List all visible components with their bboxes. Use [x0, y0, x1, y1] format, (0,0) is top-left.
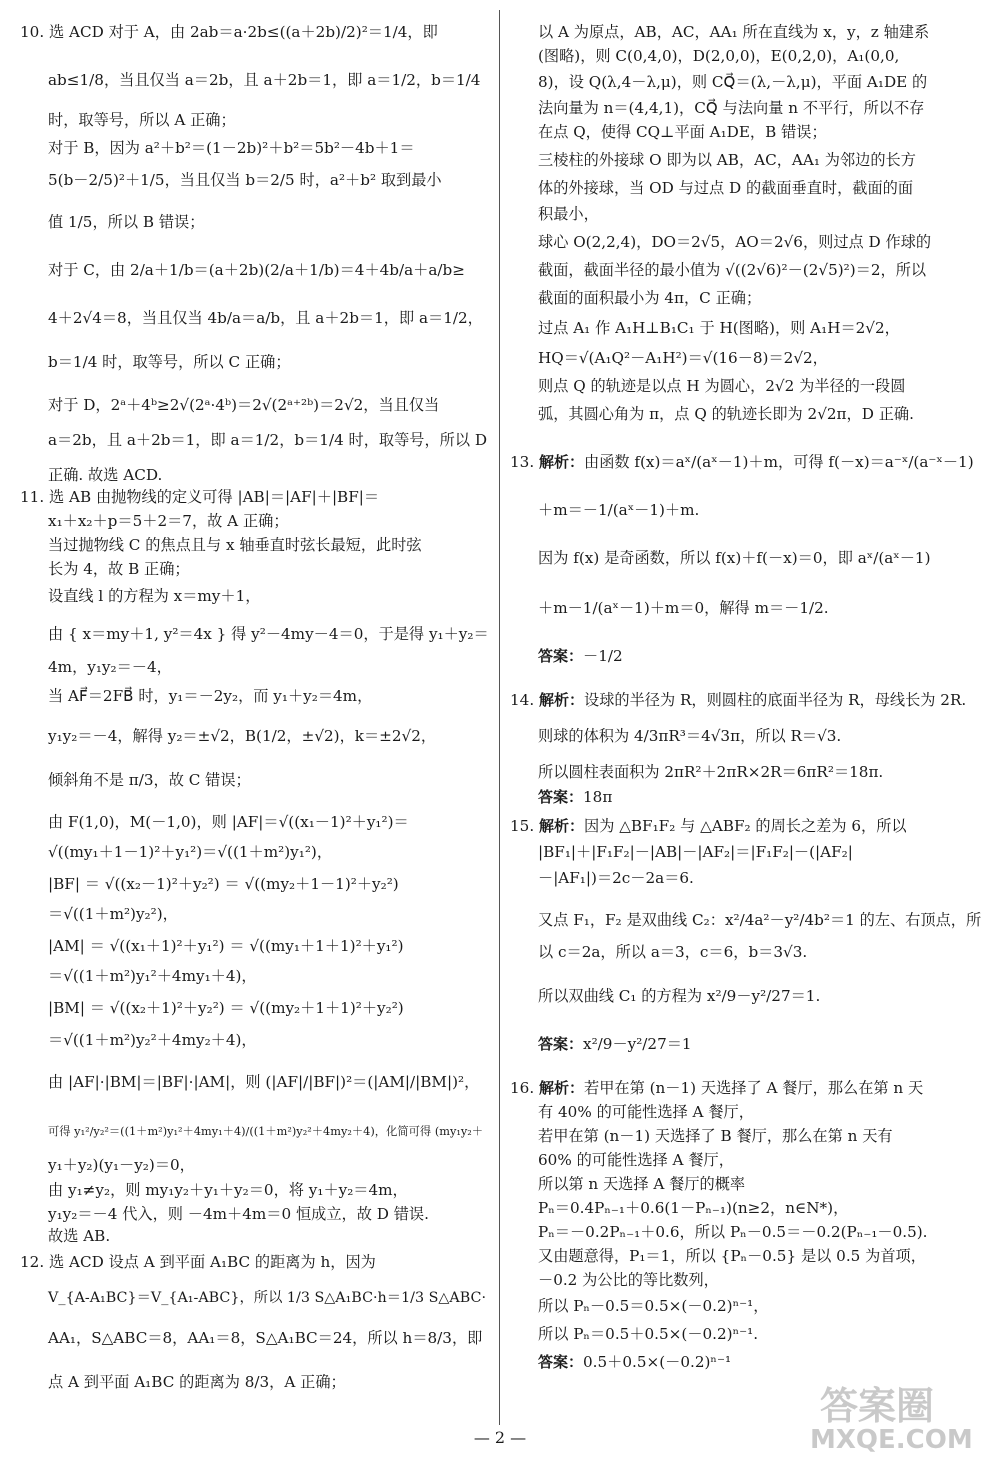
- right-text-line: 15. 解析：因为 △BF₁F₂ 与 △ABF₂ 的周长之差为 6，所以: [510, 817, 907, 835]
- left-text-line: 4m，y₁y₂＝－4，: [48, 658, 172, 676]
- left-text-line: x₁＋x₂＋p＝5＋2＝7，故 A 正确；: [48, 512, 289, 530]
- right-text-line: 60% 的可能性选择 A 餐厅，: [538, 1151, 734, 1169]
- left-text-line: 5(b－2/5)²＋1/5，当且仅当 b＝2/5 时，a²＋b² 取到最小: [48, 171, 442, 189]
- left-text-line: |BM| ＝ √((x₂＋1)²＋y₂²) ＝ √((my₂＋1＋1)²＋y₂²): [48, 999, 404, 1017]
- left-text-line: √((my₁＋1－1)²＋y₁²)＝√((1＋m²)y₁²)，: [48, 843, 333, 861]
- right-text-line: 8)，设 Q(λ,4－λ,μ)，则 CQ⃗＝(λ,－λ,μ)，平面 A₁DE 的: [538, 73, 928, 91]
- left-text-line: 由 y₁≠y₂，则 my₁y₂＋y₁＋y₂＝0，将 y₁＋y₂＝4m，: [48, 1181, 408, 1199]
- left-text-line: 当过抛物线 C 的焦点且与 x 轴垂直时弦长最短，此时弦: [48, 536, 422, 554]
- left-text-line: 点 A 到平面 A₁BC 的距离为 8/3，A 正确；: [48, 1373, 346, 1391]
- right-text-line: －|AF₁|)＝2c－2a＝6.: [538, 869, 694, 887]
- right-text-line: ＋m＝－1/(aˣ－1)＋m.: [538, 501, 700, 519]
- left-text-line: ＝√((1＋m²)y₁²＋4my₁＋4)，: [48, 967, 257, 985]
- left-text-line: 故选 AB.: [48, 1227, 111, 1245]
- right-text-line: 则点 Q 的轨迹是以点 H 为圆心，2√2 为半径的一段圆: [538, 377, 906, 395]
- left-text-line: 由 |AF|·|BM|＝|BF|·|AM|，则 (|AF|/|BF|)²＝(|AM|/|BM|)²，: [48, 1073, 480, 1091]
- left-text-line: 设直线 l 的方程为 x＝my＋1，: [48, 587, 261, 605]
- right-text-line: Pₙ＝0.4Pₙ₋₁＋0.6(1－Pₙ₋₁)(n≥2，n∈N*)，: [538, 1199, 849, 1217]
- right-text-line: 弧，其圆心角为 π，点 Q 的轨迹长即为 2√2π，D 正确.: [538, 405, 914, 423]
- left-text-line: ＝√((1＋m²)y₂²＋4my₂＋4)，: [48, 1031, 257, 1049]
- right-text-line: 答案：0.5＋0.5×(－0.2)ⁿ⁻¹: [538, 1353, 732, 1371]
- right-text-line: 球心 O(2,2,4)，DO＝2√5，AO＝2√6，则过点 D 作球的: [538, 233, 932, 251]
- right-text-line: 积最小，: [538, 205, 599, 223]
- right-text-line: 过点 A₁ 作 A₁H⊥B₁C₁ 于 H(图略)，则 A₁H＝2√2，: [538, 319, 900, 337]
- left-text-line: 11. 选 AB 由抛物线的定义可得 |AB|＝|AF|＋|BF|＝: [20, 488, 380, 506]
- right-text-line: 14. 解析：设球的半径为 R，则圆柱的底面半径为 R，母线长为 2R.: [510, 691, 967, 709]
- right-text-line: 所以第 n 天选择 A 餐厅的概率: [538, 1175, 746, 1193]
- right-text-line: 法向量为 n＝(4,4,1)，CQ⃗ 与法向量 n 不平行，所以不存: [538, 99, 925, 117]
- right-text-line: 有 40% 的可能性选择 A 餐厅，: [538, 1103, 754, 1121]
- left-text-line: |AM| ＝ √((x₁＋1)²＋y₁²) ＝ √((my₁＋1＋1)²＋y₁²): [48, 937, 404, 955]
- right-text-line: 答案：18π: [538, 788, 613, 806]
- right-text-line: 截面，截面半径的最小值为 √((2√6)²－(2√5)²)＝2，所以: [538, 261, 927, 279]
- right-text-line: 答案：－1/2: [538, 647, 623, 665]
- left-text-line: b＝1/4 时，取等号，所以 C 正确；: [48, 353, 291, 371]
- page-number: — 2 —: [473, 1428, 527, 1447]
- left-text-line: 倾斜角不是 π/3，故 C 错误；: [48, 771, 251, 789]
- left-text-line: 值 1/5，所以 B 错误；: [48, 213, 205, 231]
- right-text-line: 13. 解析：由函数 f(x)＝aˣ/(aˣ－1)＋m，可得 f(－x)＝a⁻ˣ/(a⁻ˣ－1): [510, 453, 974, 471]
- left-text-line: 正确. 故选 ACD.: [48, 466, 163, 484]
- column-divider: [499, 10, 500, 1425]
- left-text-line: 可得 y₁²/y₂²＝((1＋m²)y₁²＋4my₁＋4)/((1＋m²)y₂²＋4my₂＋4)，化简可得 (my₁y₂＋: [48, 1125, 484, 1138]
- left-text-line: ＝√((1＋m²)y₂²)，: [48, 905, 178, 923]
- left-text-line: AA₁，S△ABC＝8，AA₁＝8，S△A₁BC＝24，所以 h＝8/3，即: [48, 1329, 483, 1347]
- right-text-line: 若甲在第 (n－1) 天选择了 B 餐厅，那么在第 n 天有: [538, 1127, 893, 1145]
- left-text-line: y₁y₂＝－4 代入，则 －4m＋4m＝0 恒成立，故 D 错误.: [48, 1205, 429, 1223]
- right-text-line: 三棱柱的外接球 O 即为以 AB，AC，AA₁ 为邻边的长方: [538, 151, 916, 169]
- left-text-line: y₁y₂＝－4，解得 y₂＝±√2，B(1/2，±√2)，k＝±2√2，: [48, 727, 437, 745]
- right-text-line: 在点 Q，使得 CQ⊥平面 A₁DE，B 错误；: [538, 123, 827, 141]
- right-text-line: 所以圆柱表面积为 2πR²＋2πR×2R＝6πR²＝18π.: [538, 763, 884, 781]
- left-text-line: 由 { x＝my＋1, y²＝4x } 得 y²－4my－4＝0，于是得 y₁＋y₂＝: [48, 625, 489, 643]
- left-text-line: 10. 选 ACD 对于 A，由 2ab＝a·2b≤((a＋2b)/2)²＝1/4，即: [20, 23, 438, 41]
- left-text-line: |BF| ＝ √((x₂－1)²＋y₂²) ＝ √((my₂＋1－1)²＋y₂²): [48, 875, 399, 893]
- right-text-line: 以 A 为原点，AB，AC，AA₁ 所在直线为 x，y，z 轴建系: [538, 23, 930, 41]
- left-text-line: V_{A-A₁BC}＝V_{A₁-ABC}，所以 1/3 S△A₁BC·h＝1/3 S△ABC·: [48, 1290, 486, 1306]
- right-text-line: ＋m－1/(aˣ－1)＋m＝0，解得 m＝－1/2.: [538, 599, 829, 617]
- left-text-line: 4＋2√4＝8，当且仅当 4b/a＝a/b，且 a＋2b＝1，即 a＝1/2，: [48, 309, 483, 327]
- left-text-line: 12. 选 ACD 设点 A 到平面 A₁BC 的距离为 h，因为: [20, 1253, 376, 1271]
- watermark-top: 答案圈: [820, 1384, 935, 1428]
- right-text-line: 因为 f(x) 是奇函数，所以 f(x)＋f(－x)＝0，即 aˣ/(aˣ－1): [538, 549, 931, 567]
- right-text-line: 则球的体积为 4/3πR³＝4√3π，所以 R＝√3.: [538, 727, 842, 745]
- left-text-line: ab≤1/8，当且仅当 a＝2b，且 a＋2b＝1，即 a＝1/2，b＝1/4: [48, 71, 481, 89]
- watermark-bottom: MXQE.COM: [810, 1425, 973, 1455]
- watermark-logo: [780, 1375, 995, 1460]
- left-text-line: 对于 B，因为 a²＋b²＝(1－2b)²＋b²＝5b²－4b＋1＝: [48, 139, 415, 157]
- left-text-line: 长为 4，故 B 正确；: [48, 560, 190, 578]
- right-text-line: HQ＝√(A₁Q²－A₁H²)＝√(16－8)＝2√2，: [538, 349, 828, 367]
- right-text-line: |BF₁|＋|F₁F₂|－|AB|－|AF₂|＝|F₁F₂|－(|AF₂|: [538, 843, 853, 861]
- right-text-line: 截面的面积最小为 4π，C 正确；: [538, 289, 762, 307]
- right-text-line: 所以双曲线 C₁ 的方程为 x²/9－y²/27＝1.: [538, 987, 821, 1005]
- left-text-line: 当 AF⃗＝2FB⃗ 时，y₁＝－2y₂，而 y₁＋y₂＝4m，: [48, 687, 373, 705]
- left-text-line: 对于 C，由 2/a＋1/b＝(a＋2b)(2/a＋1/b)＝4＋4b/a＋a/b≥: [48, 261, 465, 279]
- left-text-line: 由 F(1,0)，M(－1,0)，则 |AF|＝√((x₁－1)²＋y₁²)＝: [48, 813, 409, 831]
- right-text-line: 又由题意得，P₁＝1，所以 {Pₙ－0.5} 是以 0.5 为首项，: [538, 1247, 926, 1265]
- left-text-line: a＝2b，且 a＋2b＝1，即 a＝1/2，b＝1/4 时，取等号，所以 D: [48, 431, 488, 449]
- right-text-line: Pₙ＝－0.2Pₙ₋₁＋0.6，所以 Pₙ－0.5＝－0.2(Pₙ₋₁－0.5).: [538, 1223, 928, 1241]
- right-text-line: 以 c＝2a，所以 a＝3，c＝6，b＝3√3.: [538, 943, 808, 961]
- left-text-line: y₁＋y₂)(y₁－y₂)＝0，: [48, 1156, 195, 1174]
- right-text-line: 体的外接球，当 OD 与过点 D 的截面垂直时，截面的面: [538, 179, 914, 197]
- left-text-line: 对于 D，2ᵃ＋4ᵇ≥2√(2ᵃ·4ᵇ)＝2√(2ᵃ⁺²ᵇ)＝2√2，当且仅当: [48, 396, 440, 414]
- right-text-line: －0.2 为公比的等比数列，: [538, 1271, 719, 1289]
- right-text-line: 所以 Pₙ＝0.5＋0.5×(－0.2)ⁿ⁻¹.: [538, 1325, 759, 1343]
- right-text-line: 又点 F₁，F₂ 是双曲线 C₂：x²/4a²－y²/4b²＝1 的左、右顶点，所: [538, 911, 982, 929]
- right-text-line: 答案：x²/9－y²/27＝1: [538, 1035, 692, 1053]
- left-text-line: 时，取等号，所以 A 正确；: [48, 111, 236, 129]
- right-text-line: 所以 Pₙ－0.5＝0.5×(－0.2)ⁿ⁻¹，: [538, 1297, 769, 1315]
- right-text-line: (图略)，则 C(0,4,0)，D(2,0,0)，E(0,2,0)，A₁(0,0,: [538, 47, 900, 65]
- right-text-line: 16. 解析：若甲在第 (n－1) 天选择了 A 餐厅，那么在第 n 天: [510, 1079, 924, 1097]
